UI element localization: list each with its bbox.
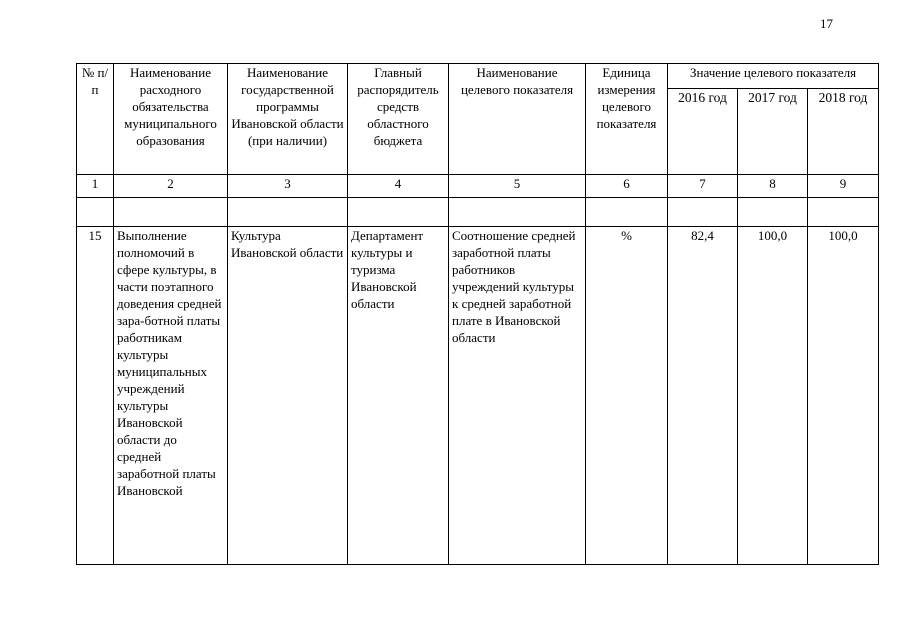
column-number: 4 bbox=[348, 175, 449, 198]
column-number: 9 bbox=[808, 175, 879, 198]
program-cell: Культура Ивановской области bbox=[228, 227, 348, 565]
column-number: 1 bbox=[77, 175, 114, 198]
header-year-2018: 2018 год bbox=[808, 89, 879, 175]
empty-cell bbox=[586, 198, 668, 227]
empty-cell bbox=[449, 198, 586, 227]
header-year-2016: 2016 год bbox=[668, 89, 738, 175]
column-number: 5 bbox=[449, 175, 586, 198]
target-indicators-table bbox=[76, 63, 879, 565]
column-number: 7 bbox=[668, 175, 738, 198]
row-number: 15 bbox=[77, 227, 114, 565]
obligation-cell: Выполнение полномочий в сфере культуры, в части поэтапного доведения средней зара-ботной платы работникам культуры муниципальных учреждений культуры Ивановской области до средней заработной платы Ивановской bbox=[114, 227, 228, 565]
column-number: 8 bbox=[738, 175, 808, 198]
empty-row bbox=[77, 198, 879, 227]
header-administrator: Главный распорядитель средств областного бюджета bbox=[348, 64, 449, 175]
empty-cell bbox=[228, 198, 348, 227]
empty-cell bbox=[348, 198, 449, 227]
column-number: 6 bbox=[586, 175, 668, 198]
header-unit: Единица измерения целевого показателя bbox=[586, 64, 668, 175]
empty-cell bbox=[668, 198, 738, 227]
value-2017-cell: 100,0 bbox=[738, 227, 808, 565]
header-indicator: Наименование целевого показателя bbox=[449, 64, 586, 175]
administrator-cell: Департамент культуры и туризма Ивановской области bbox=[348, 227, 449, 565]
value-2016-cell: 82,4 bbox=[668, 227, 738, 565]
indicator-cell: Соотношение средней заработной платы работников учреждений культуры к средней заработной плате в Ивановской области bbox=[449, 227, 586, 565]
header-number: № п/п bbox=[77, 64, 114, 175]
header-obligation: Наименование расходного обязательства муниципального образования bbox=[114, 64, 228, 175]
column-number: 3 bbox=[228, 175, 348, 198]
header-program: Наименование государственной программы Ивановской области (при наличии) bbox=[228, 64, 348, 175]
header-values-group: Значение целевого показателя bbox=[668, 64, 879, 89]
empty-cell bbox=[114, 198, 228, 227]
value-2018-cell: 100,0 bbox=[808, 227, 879, 565]
header-row bbox=[77, 64, 879, 89]
column-number: 2 bbox=[114, 175, 228, 198]
empty-cell bbox=[77, 198, 114, 227]
unit-cell: % bbox=[586, 227, 668, 565]
table-row bbox=[77, 227, 879, 565]
header-year-2017: 2017 год bbox=[738, 89, 808, 175]
empty-cell bbox=[738, 198, 808, 227]
page-number: 17 bbox=[820, 16, 833, 31]
column-number-row bbox=[77, 175, 879, 198]
empty-cell bbox=[808, 198, 879, 227]
